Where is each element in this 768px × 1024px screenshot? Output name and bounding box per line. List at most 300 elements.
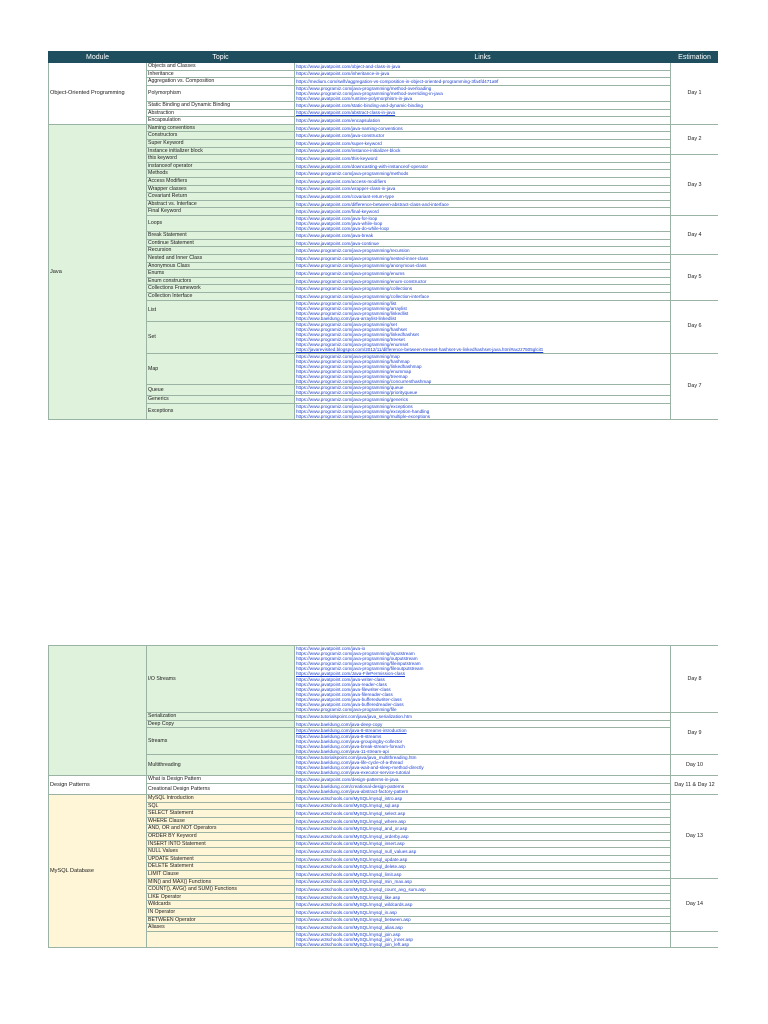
topic-cell: Creational Design Patterns xyxy=(147,783,295,794)
topic-cell: Enum constructors xyxy=(147,277,295,285)
resource-link[interactable]: https://www.javatpoint.com/Java-FilePermission-class xyxy=(296,671,406,677)
topic-cell: Access Modifiers xyxy=(147,178,295,186)
topic-cell: SQL xyxy=(147,802,295,810)
topic-cell: Wrapper classes xyxy=(147,185,295,193)
topic-cell: Generics xyxy=(147,396,295,404)
topic-cell: this keyword xyxy=(147,155,295,163)
topic-cell: AND, OR and NOT Operators xyxy=(147,825,295,833)
topic-cell: MySQL Introduction xyxy=(147,795,295,803)
resource-link[interactable]: https://www.programiz.com/java-programming/collections xyxy=(296,286,413,292)
header-module: Module xyxy=(49,52,147,63)
resource-link[interactable]: https://www.programiz.com/java-programming/treeset xyxy=(296,337,405,343)
links-cell xyxy=(295,78,671,86)
resource-link[interactable]: https://www.baeldung.com/java-groupingby-collector xyxy=(296,738,403,744)
topic-cell: Super Keyword xyxy=(147,140,295,148)
resource-link[interactable]: https://www.programiz.com/java-programming/outputstream xyxy=(296,656,418,662)
resource-link[interactable]: https://www.javatpoint.com/java-reader-class xyxy=(296,681,387,687)
table-row xyxy=(49,277,719,285)
resource-link[interactable]: https://www.w3schools.com/MySQL/mysql_limit.asp xyxy=(296,871,402,877)
topic-cell: Recursion xyxy=(147,247,295,255)
estimation-cell xyxy=(671,931,719,947)
resource-link[interactable]: https://www.programiz.com/java-programming/method-overriding-in-java xyxy=(296,90,443,96)
resource-link[interactable]: https://www.w3schools.com/MySQL/mysql_intro.asp xyxy=(296,795,403,801)
resource-link[interactable]: https://www.programiz.com/java-programming/enummap xyxy=(296,368,412,374)
topic-cell: Nested and Inner Class xyxy=(147,255,295,263)
resource-link[interactable]: https://www.programiz.com/java-programming/fileoutputstream xyxy=(296,666,424,672)
resource-link[interactable]: https://www.javatpoint.com/java-break xyxy=(296,233,374,238)
resource-link[interactable]: https://www.javatpoint.com/java-while-loop xyxy=(296,221,383,227)
resource-link[interactable]: https://www.programiz.com/java-programming/set xyxy=(296,321,397,327)
table-row xyxy=(49,802,719,810)
table-row xyxy=(49,200,719,208)
resource-link[interactable]: https://www.javatpoint.com/super-keyword xyxy=(296,140,382,146)
links-cell xyxy=(295,285,671,293)
resource-link[interactable]: https://www.javatpoint.com/java-bufferedwriter-class xyxy=(296,696,402,702)
topic-cell: BETWEEN Operator xyxy=(147,916,295,924)
resource-link[interactable]: https://www.programiz.com/java-programming/generics xyxy=(296,397,409,403)
resource-link[interactable]: https://www.javatpoint.com/design-patterns-in-java xyxy=(296,777,399,782)
topic-cell: Constructors xyxy=(147,132,295,140)
topic-cell: Aliases xyxy=(147,924,295,932)
links-cell xyxy=(295,931,671,947)
resource-link[interactable]: https://www.programiz.com/java-programming/linkedhashset xyxy=(296,332,419,338)
table-row xyxy=(49,124,719,132)
table-row xyxy=(49,878,719,886)
table-row xyxy=(49,255,719,263)
topic-cell: UPDATE Statement xyxy=(147,855,295,863)
table-row xyxy=(49,63,719,71)
estimation-cell: Day 11 & Day 12 xyxy=(671,776,719,795)
resource-link[interactable]: https://www.javatpoint.com/java-for-loop xyxy=(296,215,378,221)
resource-link[interactable]: https://www.w3schools.com/MySQL/mysql_select.asp xyxy=(296,810,406,816)
links-cell xyxy=(295,795,671,803)
links-cell xyxy=(295,255,671,263)
estimation-cell: Day 5 xyxy=(671,255,719,301)
table-row xyxy=(49,300,719,321)
topic-cell: Methods xyxy=(147,170,295,178)
table-row xyxy=(49,810,719,818)
resource-link[interactable]: https://www.javatpoint.com/access-modifiers xyxy=(296,178,387,184)
links-cell xyxy=(295,924,671,932)
table-row xyxy=(49,215,719,231)
topic-cell: I/O Streams xyxy=(147,646,295,713)
topic-cell: Deep Copy xyxy=(147,720,295,728)
links-cell xyxy=(295,848,671,856)
estimation-cell: Day 4 xyxy=(671,215,719,254)
header-row xyxy=(49,52,719,63)
module-cell: Object-Oriented Programming xyxy=(49,63,147,125)
resource-link[interactable]: https://www.w3schools.com/MySQL/mysql_min_max.asp xyxy=(296,879,412,885)
resource-link[interactable]: https://www.javatpoint.com/encapsulation xyxy=(296,118,381,123)
resource-link[interactable]: https://www.w3schools.com/MySQL/mysql_insert.asp xyxy=(296,841,405,847)
curriculum-table xyxy=(48,51,718,420)
table-row xyxy=(49,132,719,140)
links-cell xyxy=(295,124,671,132)
table-row xyxy=(49,886,719,894)
resource-link[interactable]: https://www.baeldung.com/java-deep-copy xyxy=(296,721,383,727)
resource-link[interactable]: https://www.programiz.com/java-programming/priorityqueue xyxy=(296,390,418,396)
links-cell xyxy=(295,170,671,178)
topic-cell: Loops xyxy=(147,215,295,231)
table-row xyxy=(49,924,719,932)
links-cell xyxy=(295,178,671,186)
topic-cell: Polymorphism xyxy=(147,85,295,101)
topic-cell: LIKE Operator xyxy=(147,893,295,901)
links-cell xyxy=(295,825,671,833)
resource-link[interactable]: https://www.baeldung.com/java-wait-and-sleep-method-directly xyxy=(296,765,424,771)
resource-link[interactable]: https://www.programiz.com/java-programming/anonymous-class xyxy=(296,263,427,269)
resource-link[interactable]: https://www.programiz.com/java-programming/nested-inner-class xyxy=(296,255,429,261)
table-row xyxy=(49,817,719,825)
topic-cell: Queue xyxy=(147,385,295,396)
links-cell xyxy=(295,855,671,863)
roadmap-table-bottom xyxy=(48,645,718,1024)
table-row xyxy=(49,293,719,301)
topic-cell: WHERE Clause xyxy=(147,817,295,825)
resource-link[interactable]: https://www.programiz.com/java-programming/queue xyxy=(296,385,404,391)
topic-cell: Streams xyxy=(147,728,295,754)
topic-cell: What is Design Pattern xyxy=(147,776,295,784)
table-row xyxy=(49,754,719,775)
resource-link[interactable]: https://www.w3schools.com/MySQL/mysql_where.asp xyxy=(296,818,406,824)
resource-link[interactable]: https://www.programiz.com/java-programming/file xyxy=(296,707,397,713)
links-cell xyxy=(295,646,671,713)
topic-cell: Abstract vs. Interface xyxy=(147,200,295,208)
table-row xyxy=(49,232,719,240)
topic-cell: Objects and Classes xyxy=(147,63,295,71)
resource-link[interactable]: https://www.w3schools.com/MySQL/mysql_like.asp xyxy=(296,894,401,900)
resource-link[interactable]: https://www.javatpoint.com/difference-between-abstract-class-and-interface xyxy=(296,201,449,207)
topic-cell: Collection Interface xyxy=(147,293,295,301)
table-row xyxy=(49,396,719,404)
resource-link[interactable]: https://www.w3schools.com/MySQL/mysql_delete.asp xyxy=(296,864,406,870)
table-row xyxy=(49,185,719,193)
resource-link[interactable]: https://www.programiz.com/java-programming/arraylist xyxy=(296,305,407,311)
table-row xyxy=(49,109,719,117)
resource-link[interactable]: https://www.baeldung.com/java-break-stream-foreach xyxy=(296,743,405,749)
resource-link[interactable]: https://www.programiz.com/java-programming/linkedhashmap xyxy=(296,363,422,369)
links-cell xyxy=(295,85,671,101)
resource-link[interactable]: https://www.programiz.com/java-programming/enum-constructor xyxy=(296,278,427,284)
resource-link[interactable]: https://www.baeldung.com/java-arraylist-linkedlist xyxy=(296,315,397,321)
topic-cell: Instance initializer block xyxy=(147,147,295,155)
resource-link[interactable]: https://www.javatpoint.com/static-binding-and-dynamic-binding xyxy=(296,102,423,108)
links-cell xyxy=(295,754,671,775)
table-row xyxy=(49,102,719,110)
links-cell xyxy=(295,208,671,216)
resource-link[interactable]: https://www.baeldung.com/java-life-cycle-of-a-thread xyxy=(296,759,403,765)
links-cell xyxy=(295,262,671,270)
resource-link[interactable]: https://www.programiz.com/java-programming/exceptions xyxy=(296,403,413,409)
links-cell xyxy=(295,232,671,240)
resource-link[interactable]: https://www.baeldung.com/java-11-stream-api xyxy=(296,748,389,754)
topic-cell: Naming conventions xyxy=(147,124,295,132)
topic-cell: Continue Statement xyxy=(147,239,295,247)
topic-cell: MIN() and MAX() Functions xyxy=(147,878,295,886)
table-row xyxy=(49,385,719,396)
resource-link[interactable]: https://www.programiz.com/java-programming/hashmap xyxy=(296,358,410,364)
topic-cell: Static Binding and Dynamic Binding xyxy=(147,102,295,110)
links-cell xyxy=(295,162,671,170)
table-row xyxy=(49,795,719,803)
resource-link[interactable]: https://www.javatpoint.com/java-writer-class xyxy=(296,676,385,682)
table-row xyxy=(49,147,719,155)
resource-link[interactable]: https://www.baeldung.com/creational-design-patterns xyxy=(296,783,405,789)
links-cell xyxy=(295,833,671,841)
links-cell xyxy=(295,147,671,155)
resource-link[interactable]: https://www.javatpoint.com/java-filewriter-class xyxy=(296,686,391,692)
resource-link[interactable]: https://www.programiz.com/java-programming/collection-interface xyxy=(296,293,430,299)
resource-link[interactable]: https://www.javatpoint.com/java-constructor xyxy=(296,133,385,139)
table-row xyxy=(49,720,719,728)
links-cell xyxy=(295,70,671,78)
resource-link[interactable]: https://www.javatpoint.com/instance-initializer-block xyxy=(296,148,401,154)
links-cell xyxy=(295,810,671,818)
header-estimation: Estimation xyxy=(671,52,719,63)
table-row xyxy=(49,247,719,255)
resource-link[interactable]: https://www.programiz.com/java-programming/enums xyxy=(296,270,405,276)
topic-cell: Encapsulation xyxy=(147,117,295,125)
table-row xyxy=(49,863,719,871)
table-row xyxy=(49,140,719,148)
topic-cell: Aggregation vs. Composition xyxy=(147,78,295,86)
topic-cell: Multithreading xyxy=(147,754,295,775)
links-cell xyxy=(295,270,671,278)
links-cell xyxy=(295,193,671,201)
resource-link[interactable]: https://www.w3schools.com/MySQL/mysql_join_inner.asp xyxy=(296,936,413,942)
resource-link[interactable]: https://www.javatpoint.com/wrapper-class-in-java xyxy=(296,186,396,192)
links-cell xyxy=(295,385,671,396)
table-row xyxy=(49,870,719,878)
resource-link[interactable]: https://www.w3schools.com/MySQL/mysql_between.asp xyxy=(296,917,411,923)
resource-link[interactable]: https://www.w3schools.com/MySQL/mysql_orderby.asp xyxy=(296,833,409,839)
table-row xyxy=(49,170,719,178)
links-cell xyxy=(295,293,671,301)
resource-link[interactable]: https://www.w3schools.com/MySQL/mysql_count_avg_sum.asp xyxy=(296,886,426,892)
resource-link[interactable]: https://www.w3schools.com/MySQL/mysql_alias.asp xyxy=(296,924,403,930)
table-row xyxy=(49,403,719,419)
table-row xyxy=(49,893,719,901)
links-cell xyxy=(295,728,671,754)
topic-cell: Set xyxy=(147,321,295,353)
estimation-cell: Day 7 xyxy=(671,353,719,420)
resource-link[interactable]: https://www.w3schools.com/MySQL/mysql_join.asp xyxy=(296,931,401,937)
topic-cell: Map xyxy=(147,353,295,385)
topic-cell: Collections Framework xyxy=(147,285,295,293)
table-row xyxy=(49,713,719,721)
resource-link[interactable]: https://www.javatpoint.com/abstract-class-in-java xyxy=(296,110,396,116)
estimation-cell: Day 6 xyxy=(671,300,719,353)
table-row xyxy=(49,646,719,713)
table-row xyxy=(49,825,719,833)
resource-link[interactable]: https://www.programiz.com/java-programming/inputstream xyxy=(296,651,415,657)
table-row xyxy=(49,208,719,216)
resource-link[interactable]: https://www.programiz.com/java-programming/hashset xyxy=(296,327,407,333)
table-row xyxy=(49,353,719,385)
resource-link[interactable]: https://medium.com/swlh/aggregation-vs-composition-in-object-oriented-programming-3fa4fd471a9f xyxy=(296,78,499,84)
module-cell: Design Patterns xyxy=(49,776,147,795)
links-cell xyxy=(295,893,671,901)
table-row xyxy=(49,848,719,856)
links-cell xyxy=(295,713,671,721)
table-row xyxy=(49,916,719,924)
links-cell xyxy=(295,102,671,110)
topic-cell: Covariant Return xyxy=(147,193,295,201)
table-row xyxy=(49,270,719,278)
resource-link[interactable]: https://www.w3schools.com/MySQL/mysql_sql.asp xyxy=(296,803,400,809)
module-cell: MySQL Database xyxy=(49,795,147,948)
resource-link[interactable]: https://www.javatpoint.com/inheritance-in-java xyxy=(296,71,390,77)
topic-cell: INSERT INTO Statement xyxy=(147,840,295,848)
resource-link[interactable]: https://www.baeldung.com/java-abstract-factory-pattern xyxy=(296,788,409,794)
links-cell xyxy=(295,215,671,231)
resource-link[interactable]: https://www.javatpoint.com/covariant-return-type xyxy=(296,193,395,199)
resource-link[interactable]: https://www.baeldung.com/java-8-streams xyxy=(296,733,382,739)
header-topic: Topic xyxy=(147,52,295,63)
links-cell xyxy=(295,908,671,916)
resource-link[interactable]: https://www.programiz.com/java-programming/exception-handling xyxy=(296,408,430,414)
estimation-cell: Day 13 xyxy=(671,795,719,879)
resource-link[interactable]: https://www.programiz.com/java-programming/enumset xyxy=(296,342,409,348)
table-row xyxy=(49,855,719,863)
resource-link[interactable]: https://www.w3schools.com/MySQL/mysql_and_or.asp xyxy=(296,826,408,832)
resource-link[interactable]: https://www.programiz.com/java-programming/linkedlist xyxy=(296,310,409,316)
estimation-cell: Day 3 xyxy=(671,155,719,216)
topic-cell: COUNT(), AVG() and SUM() Functions xyxy=(147,886,295,894)
table-row xyxy=(49,840,719,848)
resource-link[interactable]: https://www.programiz.com/java-programming/fileinputstream xyxy=(296,661,421,667)
topic-cell xyxy=(147,931,295,947)
estimation-cell: Day 8 xyxy=(671,646,719,713)
resource-link[interactable]: https://www.programiz.com/java-programming/methods xyxy=(296,171,409,177)
resource-link[interactable]: https://www.javatpoint.com/final-keyword xyxy=(296,209,379,215)
table-row xyxy=(49,783,719,794)
resource-link[interactable]: https://www.tutorialspoint.com/java/java_multithreading.htm xyxy=(296,754,417,760)
table-row xyxy=(49,162,719,170)
resource-link[interactable]: https://javarevisited.blogspot.com/2012/11/difference-between-treeset-hashset-vs-linkedhashset-java.html#axzz7505glciG xyxy=(296,347,544,353)
table-row xyxy=(49,117,719,125)
resource-link[interactable]: https://www.w3schools.com/MySQL/mysql_join_left.asp xyxy=(296,941,410,947)
table-row xyxy=(49,85,719,101)
estimation-cell: Day 10 xyxy=(671,754,719,775)
links-cell xyxy=(295,239,671,247)
resource-link[interactable]: https://www.programiz.com/java-programming/list xyxy=(296,300,397,306)
topic-cell: ORDER BY Keyword xyxy=(147,833,295,841)
table-row xyxy=(49,321,719,353)
table-row xyxy=(49,239,719,247)
resource-link[interactable]: https://www.baeldung.com/java-executor-service-tutorial xyxy=(296,770,410,776)
estimation-cell: Day 14 xyxy=(671,878,719,931)
resource-link[interactable]: https://www.programiz.com/java-programming/multiple-exceptions xyxy=(296,414,431,420)
table-row xyxy=(49,901,719,909)
topic-cell: Wildcards xyxy=(147,901,295,909)
table-row xyxy=(49,178,719,186)
links-cell xyxy=(295,840,671,848)
links-cell xyxy=(295,783,671,794)
resource-link[interactable]: https://www.w3schools.com/MySQL/mysql_update.asp xyxy=(296,856,408,862)
resource-link[interactable]: https://www.w3schools.com/MySQL/mysql_in.asp xyxy=(296,909,397,915)
links-cell xyxy=(295,878,671,886)
module-cell xyxy=(49,646,147,776)
topic-cell: Break Statement xyxy=(147,232,295,240)
table-row xyxy=(49,833,719,841)
links-cell xyxy=(295,185,671,193)
links-cell xyxy=(295,247,671,255)
resource-link[interactable]: https://www.javatpoint.com/java-filereader-class xyxy=(296,691,393,697)
topic-cell: NULL Values xyxy=(147,848,295,856)
table-row xyxy=(49,931,719,947)
topic-cell: Inheritance xyxy=(147,70,295,78)
links-cell xyxy=(295,802,671,810)
resource-link[interactable]: https://www.javatpoint.com/java-naming-conventions xyxy=(296,125,403,131)
resource-link[interactable]: https://www.w3schools.com/MySQL/mysql_wildcards.asp xyxy=(296,902,413,908)
links-cell xyxy=(295,403,671,419)
table-row xyxy=(49,78,719,86)
table-row xyxy=(49,776,719,784)
resource-link[interactable]: https://www.programiz.com/java-programming/recursion xyxy=(296,248,410,254)
links-cell xyxy=(295,63,671,71)
resource-link[interactable]: https://www.baeldung.com/java-8-streams-introduction xyxy=(296,728,407,734)
topic-cell: Abstraction xyxy=(147,109,295,117)
header-links: Links xyxy=(295,52,671,63)
table-row xyxy=(49,285,719,293)
links-cell xyxy=(295,916,671,924)
table-row xyxy=(49,155,719,163)
links-cell xyxy=(295,155,671,163)
topic-cell: Exceptions xyxy=(147,403,295,419)
links-cell xyxy=(295,321,671,353)
topic-cell: Anonymous Class xyxy=(147,262,295,270)
topic-cell: Enums xyxy=(147,270,295,278)
table-row xyxy=(49,908,719,916)
resource-link[interactable]: https://www.javatpoint.com/java-do-while-loop xyxy=(296,226,389,232)
resource-link[interactable]: https://www.javatpoint.com/this-keyword xyxy=(296,155,378,161)
resource-link[interactable]: https://www.programiz.com/java-programming/method-overloading xyxy=(296,85,432,91)
links-cell xyxy=(295,353,671,385)
resource-link[interactable]: https://www.programiz.com/java-programming/concurrenthashmap xyxy=(296,379,432,384)
resource-link[interactable]: https://www.javatpoint.com/object-and-class-in-java xyxy=(296,63,401,69)
links-cell xyxy=(295,776,671,784)
resource-link[interactable]: https://www.w3schools.com/MySQL/mysql_null_values.asp xyxy=(296,848,417,854)
resource-link[interactable]: https://www.javatpoint.com/java-io xyxy=(296,646,366,651)
links-cell xyxy=(295,140,671,148)
topic-cell: IN Operator xyxy=(147,908,295,916)
resource-link[interactable]: https://www.javatpoint.com/runtime-polymorphism-in-java xyxy=(296,95,413,101)
module-cell: Java xyxy=(49,124,147,419)
resource-link[interactable]: https://www.programiz.com/java-programming/treemap xyxy=(296,373,408,379)
resource-link[interactable]: https://www.javatpoint.com/downcasting-with-instanceof-operator xyxy=(296,163,429,169)
topic-cell: Serialization xyxy=(147,713,295,721)
links-cell xyxy=(295,117,671,125)
links-cell xyxy=(295,109,671,117)
table-row xyxy=(49,193,719,201)
resource-link[interactable]: https://www.javatpoint.com/java-bufferedreader-class xyxy=(296,702,404,708)
topic-cell: SELECT Statement xyxy=(147,810,295,818)
topic-cell: List xyxy=(147,300,295,321)
links-cell xyxy=(295,200,671,208)
topic-cell: LIMIT Clause xyxy=(147,870,295,878)
resource-link[interactable]: https://www.javatpoint.com/java-continue xyxy=(296,240,379,246)
links-cell xyxy=(295,817,671,825)
table-row xyxy=(49,262,719,270)
resource-link[interactable]: https://www.programiz.com/java-programming/map xyxy=(296,353,400,359)
resource-link[interactable]: https://www.tutorialspoint.com/java/java_serialization.htm xyxy=(296,713,412,719)
links-cell xyxy=(295,277,671,285)
topic-cell: instanceof operator xyxy=(147,162,295,170)
links-cell xyxy=(295,901,671,909)
links-cell xyxy=(295,886,671,894)
links-cell xyxy=(295,720,671,728)
